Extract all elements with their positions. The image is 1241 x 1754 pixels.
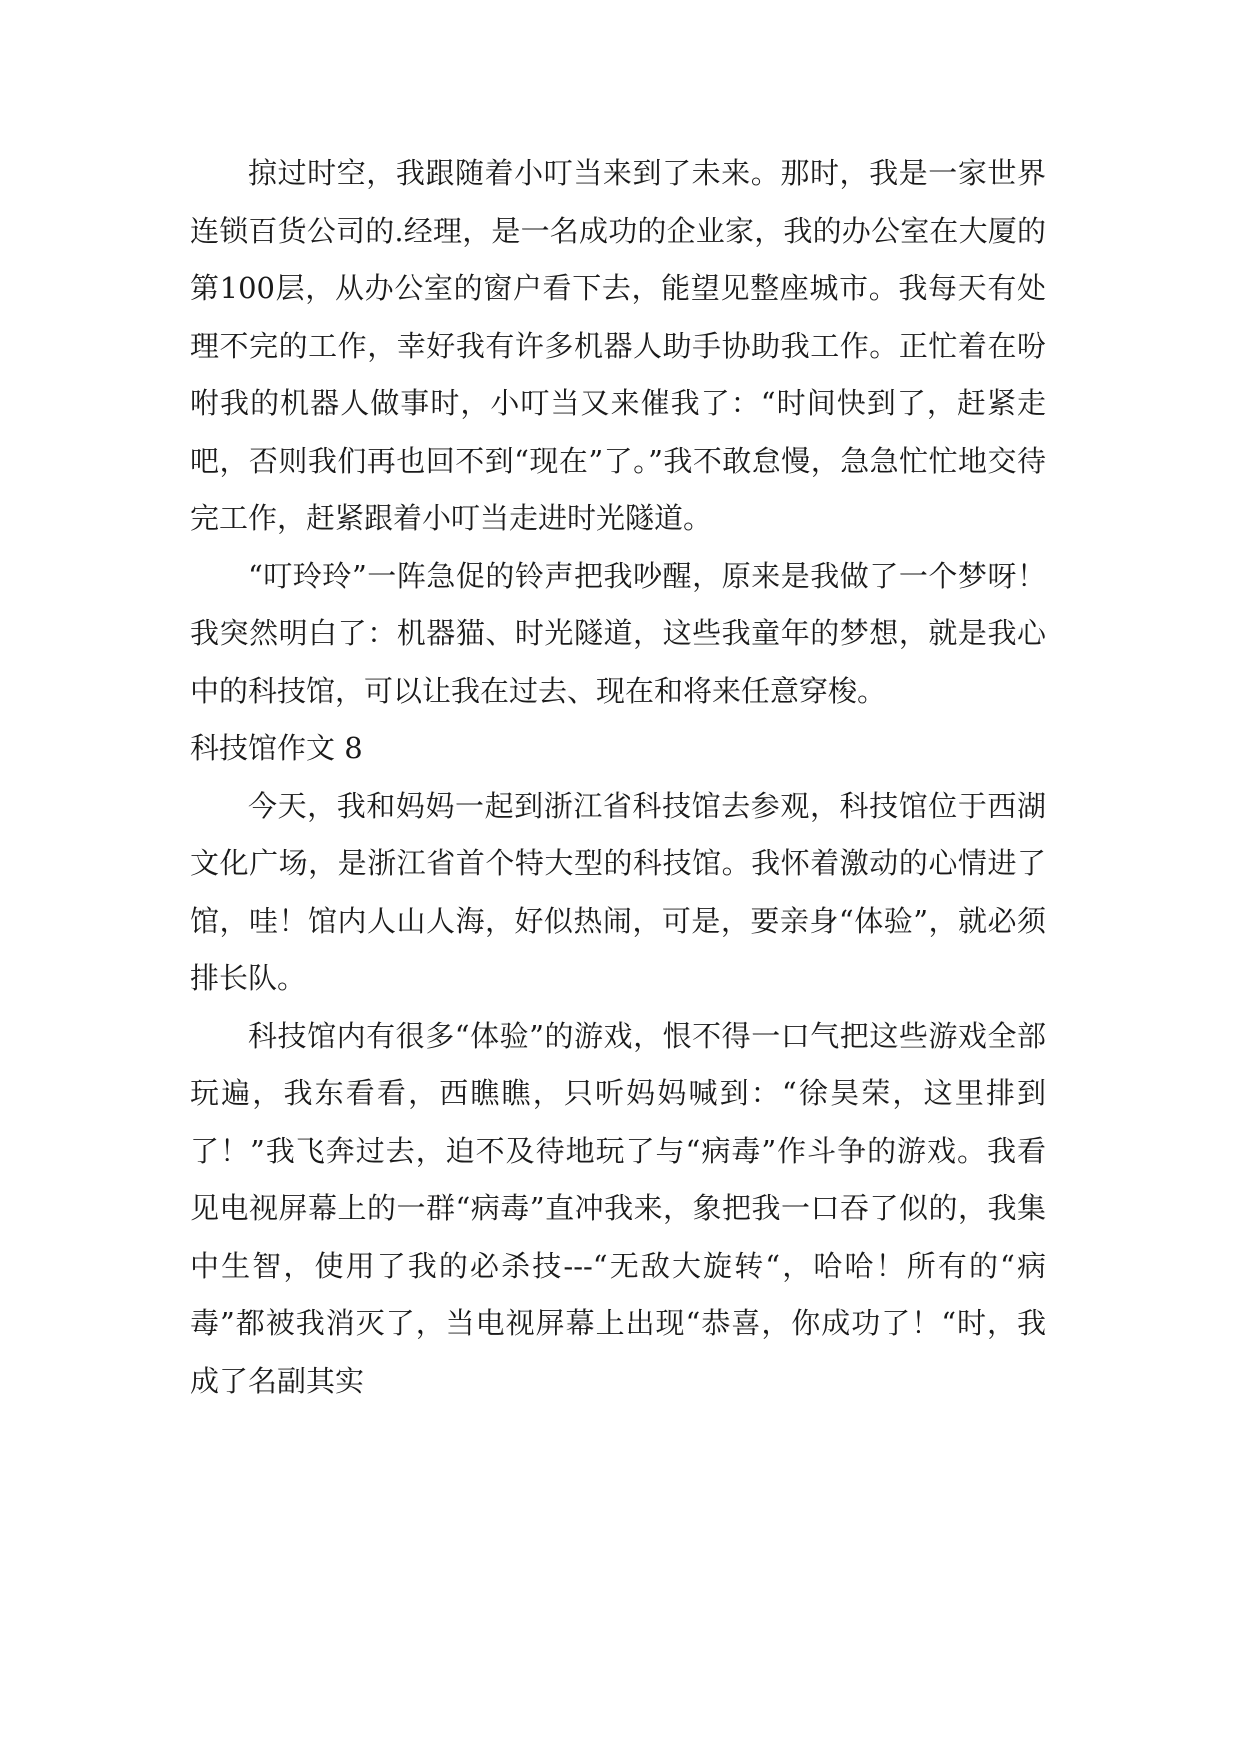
section-title: 科技馆作文 8 (190, 731, 363, 765)
paragraph-wake-up: “叮玲玲”一阵急促的铃声把我吵醒，原来是我做了一个梦呀！我突然明白了：机器猫、时光隧道，这些我童年的梦想，就是我心中的科技馆，可以让我在过去、现在和将来任意穿梭。 (190, 558, 1046, 708)
paragraph-virus-game: 科技馆内有很多“体验”的游戏，恨不得一口气把这些游戏全部玩遍，我东看看，西瞧瞧，只听妈妈喊到：“徐昊荣，这里排到了！”我飞奔过去，迫不及待地玩了与“病毒”作斗争的游戏。我看见电视屏幕上的一群“病毒”直冲我来，象把我一口吞了似的，我集中生智，使用了我的必杀技---“无敌大旋转“，哈哈！所有的“病毒”都被我消灭了，当电视屏幕上出现“恭喜，你成功了！“时，我成了名副其实 (190, 1018, 1046, 1398)
paragraph-future-dream: 掠过时空，我跟随着小叮当来到了未来。那时，我是一家世界连锁百货公司的.经理，是一名成功的企业家，我的办公室在大厦的第100层，从办公室的窗户看下去，能望见整座城市。我每天有处理不完的工作，幸好我有许多机器人助手协助我工作。正忙着在吩咐我的机器人做事时，小叮当又来催我了：“时间快到了，赶紧走吧，否则我们再也回不到“现在”了。”我不敢怠慢，急急忙忙地交待完工作，赶紧跟着小叮当走进时光隧道。 (190, 156, 1046, 535)
paragraph-visit-museum: 今天，我和妈妈一起到浙江省科技馆去参观，科技馆位于西湖文化广场，是浙江省首个特大型的科技馆。我怀着激动的心情进了馆，哇！馆内人山人海，好似热闹，可是，要亲身“体验”，就必须排长队。 (190, 788, 1046, 995)
document-page (190, 145, 1046, 1410)
